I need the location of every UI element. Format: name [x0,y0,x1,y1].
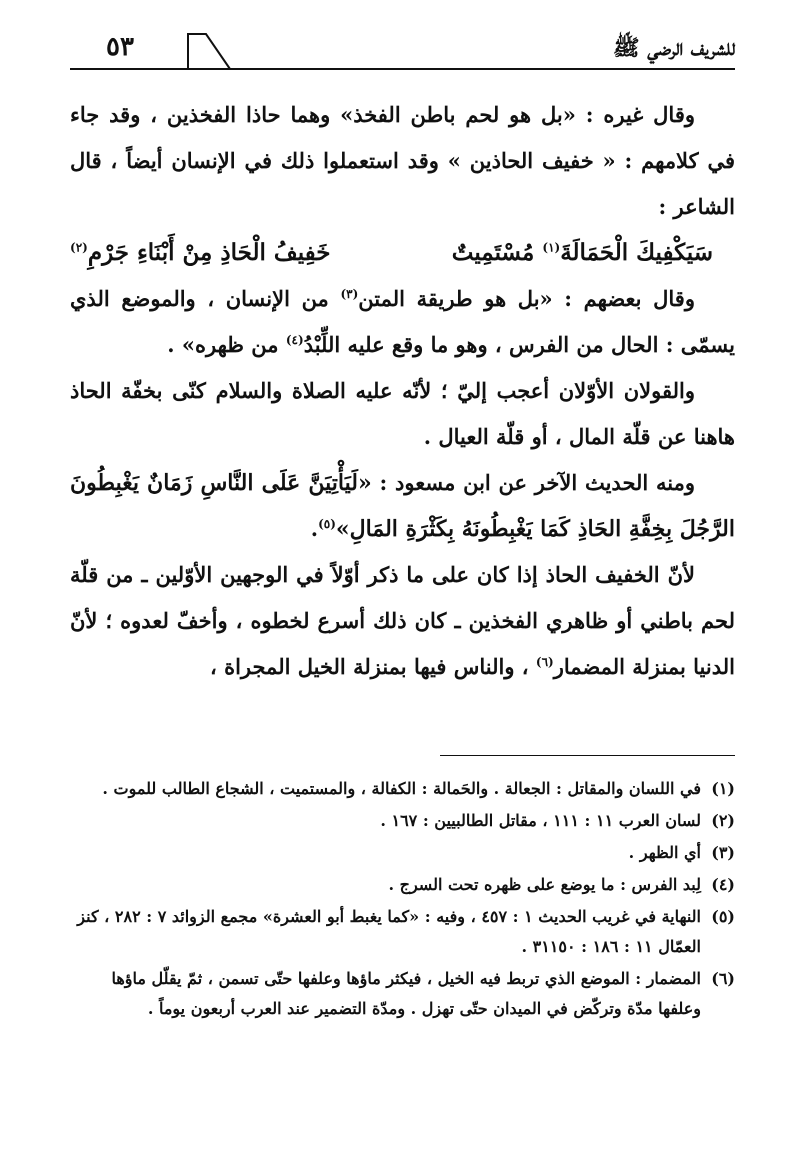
footnote-ref-5[interactable]: (٥) [318,517,336,531]
hadith-quote: «لَيَأْتِيَنَّ عَلَى النَّاسِ زَمَانٌ يَغْبِطُونَ الرَّجُلَ بِخِفَّةِ الحَاذِ كَمَا يَغْبِطُونَهُ بِكَثْرَةِ المَالِ» [70,470,735,542]
running-header [70,30,735,70]
footnote-text: لِبد الفرس : ما يوضع على ظهره تحت السرج . [388,875,701,894]
footnote-1 [70,774,735,804]
footnote-2 [70,806,735,836]
footnote-4 [70,870,735,900]
footnote-mark: (٥) [711,907,735,926]
poetry-verse [70,230,735,276]
footnote-ref-2[interactable]: (٢) [70,240,88,255]
paragraph-5-part-a: لأنّ الخفيف الحاذ إذا كان على ما ذكر أوّلاً في الوجهين الأوّلين ـ من قلّة لحم باطني أو ظاهري الفخذين ـ كان ذلك أسرع لخطوه ، وأخفّ لعدوه ؛ لأنّ الدنيا بمنزلة المضمار [70,562,735,679]
footnote-text: أي الظهر . [628,843,701,862]
header-rule [70,68,735,70]
footnote-text: في اللسان والمقاتل : الجعالة . والحَمالة : الكفالة ، والمستميت ، الشجاع الطالب للموت . [102,779,701,798]
footnote-mark: (٤) [711,875,735,894]
paragraph-5-part-b: ، والناس فيها بمنزلة الخيل المجراة ، [209,654,536,679]
paragraph-4-end: . [310,516,319,541]
footnote-mark: (٦) [711,969,735,988]
header-title: للشريف الرضي ﷺ [612,35,735,61]
paragraph-2 [70,276,735,368]
paragraph-3: والقولان الأوّلان أعجب إليّ ؛ لأنّه عليه الصلاة والسلام كنّى بخفّة الحاذ هاهنا عن قلّة المال ، أو قلّة العيال . [70,378,735,449]
footnote-text: النهاية في غريب الحديث ١ : ٤٥٧ ، وفيه : «كما يغبط أبو العشرة» مجمع الزوائد ٧ : ٢٨٢ ، كنز العمّال ١١ : ١٨٦ : ٣١١٥٠ . [77,907,701,956]
footnote-mark: (١) [711,779,735,798]
paragraph-1: وقال غيره : «بل هو لحم باطن الفخذ» وهما حاذا الفخذين ، وقد جاء في كلامهم : « خفيف الحاذين » وقد استعملوا ذلك في الإنسان أيضاً ، قال الشاعر : [70,102,735,219]
footnote-5 [70,902,735,962]
hemistich-1-text: سَيَكْفِيكَ الْحَمَالَةَ [560,239,713,266]
footnote-6 [70,964,735,1024]
footnotes [70,774,735,1026]
paragraph-2-part-c: من ظهره» . [167,332,286,357]
paragraph-2-part-b: من الإنسان ، والموضع الذي يسمّى : الحال من الفرس ، وهو ما وقع عليه اللِّبْدُ [70,286,735,357]
paragraph-4 [70,460,735,552]
footnote-ref-4[interactable]: (٤) [285,333,304,347]
footnote-ref-6[interactable]: (٦) [535,655,554,669]
main-text [70,92,735,690]
footnote-text: لسان العرب ١١ : ١١١ ، مقاتل الطالبيين : ١٦٧ . [380,811,701,830]
footnote-ref-1[interactable]: (١) [542,240,561,255]
footnote-text: المضمار : الموضع الذي تربط فيه الخيل ، فيكثر ماؤها وعلفها حتّى تسمن ، ثمّ يقلّل ماؤها وعلفها مدّة وتركّض في الميدان حتّى تهزل . ومدّة التضمير عند العرب أربعون يوماً . [111,969,701,1018]
footnote-ref-3[interactable]: (٣) [340,287,359,301]
hemistich-2-text: خَفِيفُ الْحَاذِ مِنْ أَبْنَاءِ جَرْمِ [87,239,331,266]
footnote-separator [440,755,735,756]
footnote-mark: (٣) [711,843,735,862]
footnote-mark: (٢) [711,811,735,830]
paragraph-2-part-a: وقال بعضهم : «بل هو طريقة المتن [358,286,695,311]
verse-hemistich-1 [452,230,713,276]
verse-hemistich-2 [70,230,331,276]
paragraph-4-intro: ومنه الحديث الآخر عن ابن مسعود : [371,470,695,495]
footnote-3 [70,838,735,868]
paragraph-5 [70,552,735,690]
hemistich-1-end: مُسْتَمِيتٌ [451,239,543,266]
page-number: ٥٣ [106,32,134,62]
